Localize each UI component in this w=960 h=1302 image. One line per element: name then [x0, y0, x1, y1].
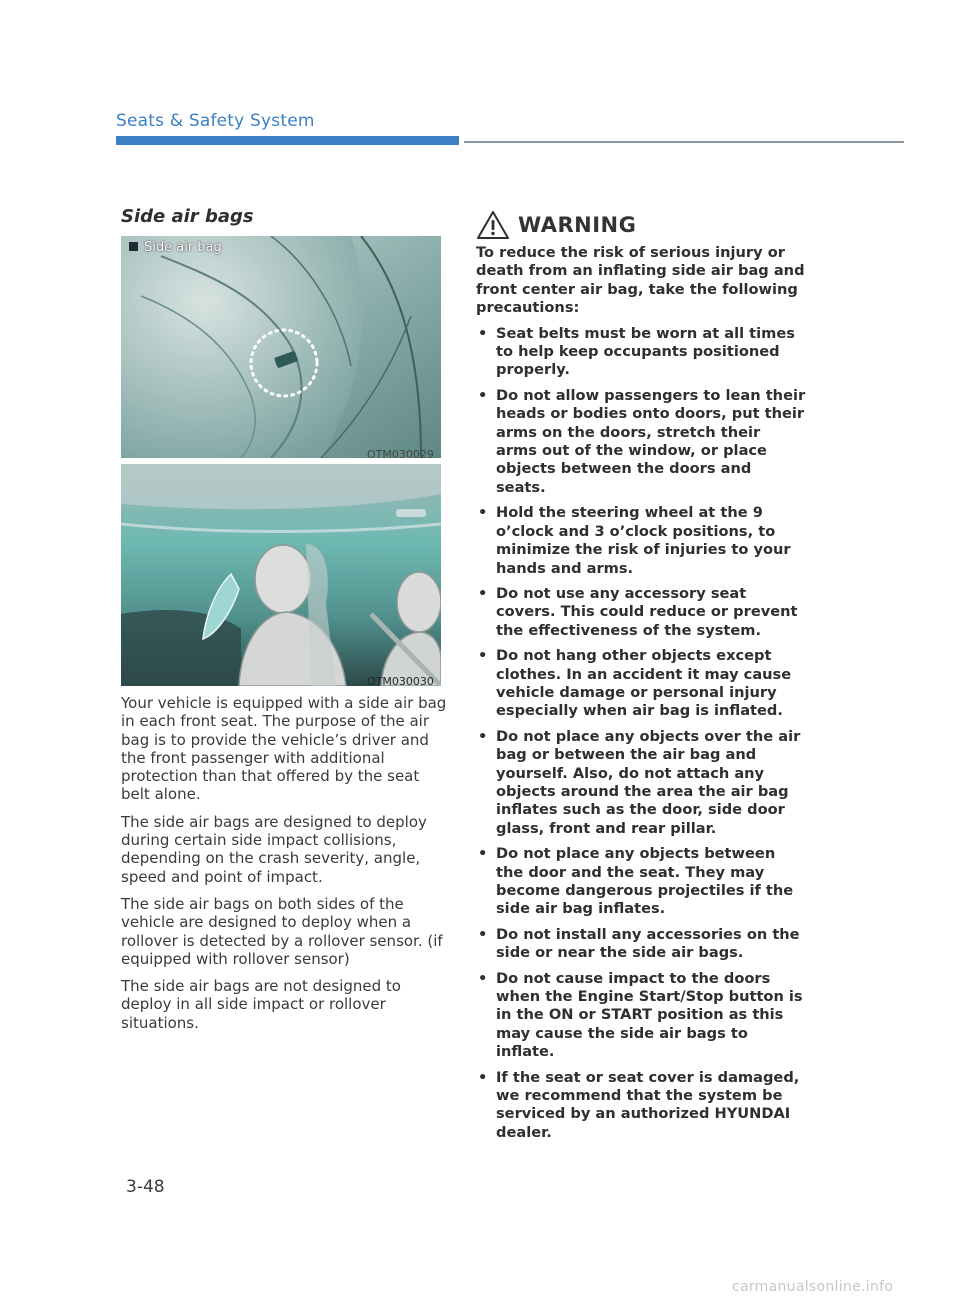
figure-code: OTM030030	[367, 675, 434, 688]
warning-intro: To reduce the risk of serious injury or death from an inflating side air bag and front center air bag, take the following precautions:	[476, 244, 805, 317]
warning-item: • Seat belts must be worn at all times to help keep occupants positioned properly.	[476, 325, 806, 380]
warning-item: • Do not use any accessory seat covers. This could reduce or prevent the effectiveness of the system.	[476, 585, 806, 640]
figure-tag	[129, 240, 222, 255]
figure-seat-airbag	[121, 236, 441, 458]
warning-item: • Do not allow passengers to lean their heads or bodies onto doors, put their arms on the doors, stretch their arms out of the window, or place objects between the doors and seats.	[476, 387, 806, 497]
warning-body	[476, 244, 806, 1149]
warning-item: • Do not cause impact to the doors when the Engine Start/Stop button is in the ON or START position as this may cause the side air bags to inflate.	[476, 970, 806, 1062]
seat-illustration	[121, 236, 441, 458]
header-rule-accent	[116, 136, 459, 145]
warning-item: • Do not place any objects between the door and the seat. They may become dangerous projectiles if the side air bag inflates.	[476, 845, 806, 919]
page-number: 3-48	[126, 1177, 165, 1197]
warning-item: • Do not place any objects over the air bag or between the air bag and yourself. Also, do not attach any objects around the area the air bag inflates such as the door, side door glass, front and rear pillar.	[476, 728, 806, 838]
figure-code: OTM030029	[367, 448, 434, 461]
warning-item: • Do not install any accessories on the side or near the side air bags.	[476, 926, 806, 963]
warning-list	[476, 325, 806, 1143]
cabin-illustration	[121, 464, 441, 686]
square-bullet-icon	[129, 242, 138, 251]
watermark: carmanualsonline.info	[732, 1279, 894, 1295]
body-paragraph: The side air bags on both sides of the vehicle are designed to deploy when a rollover is detected by a rollover sensor. (if equipped with rollover sensor)	[121, 894, 443, 968]
warning-title: WARNING	[518, 213, 637, 237]
warning-item: • Do not hang other objects except clothes. In an accident it may cause vehicle damage or personal injury especially when air bag is inflated.	[476, 647, 806, 721]
figure-cabin-airbag	[121, 464, 441, 686]
page-heading: Side air bags	[121, 206, 254, 227]
warning-item: • If the seat or seat cover is damaged, we recommend that the system be serviced by an authorized HYUNDAI dealer.	[476, 1069, 806, 1143]
header-rule	[464, 141, 904, 143]
warning-header	[476, 210, 636, 240]
warning-triangle-icon	[476, 210, 510, 240]
body-text	[121, 694, 451, 1041]
body-paragraph: The side air bags are not designed to deploy in all side impact or rollover situations.	[121, 977, 401, 1032]
body-paragraph: Your vehicle is equipped with a side air bag in each front seat. The purpose of the air bag is to provide the vehicle’s driver and the front passenger with additional protection than that offered by the seat belt alone.	[121, 694, 447, 804]
section-title: Seats & Safety System	[116, 111, 315, 131]
body-paragraph: The side air bags are designed to deploy during certain side impact collisions, depending on the crash severity, angle, speed and point of impact.	[121, 812, 427, 886]
warning-item: • Hold the steering wheel at the 9 o’clock and 3 o’clock positions, to minimize the risk of injuries to your hands and arms.	[476, 504, 806, 578]
figure-tag-label: Side air bag	[144, 240, 222, 255]
